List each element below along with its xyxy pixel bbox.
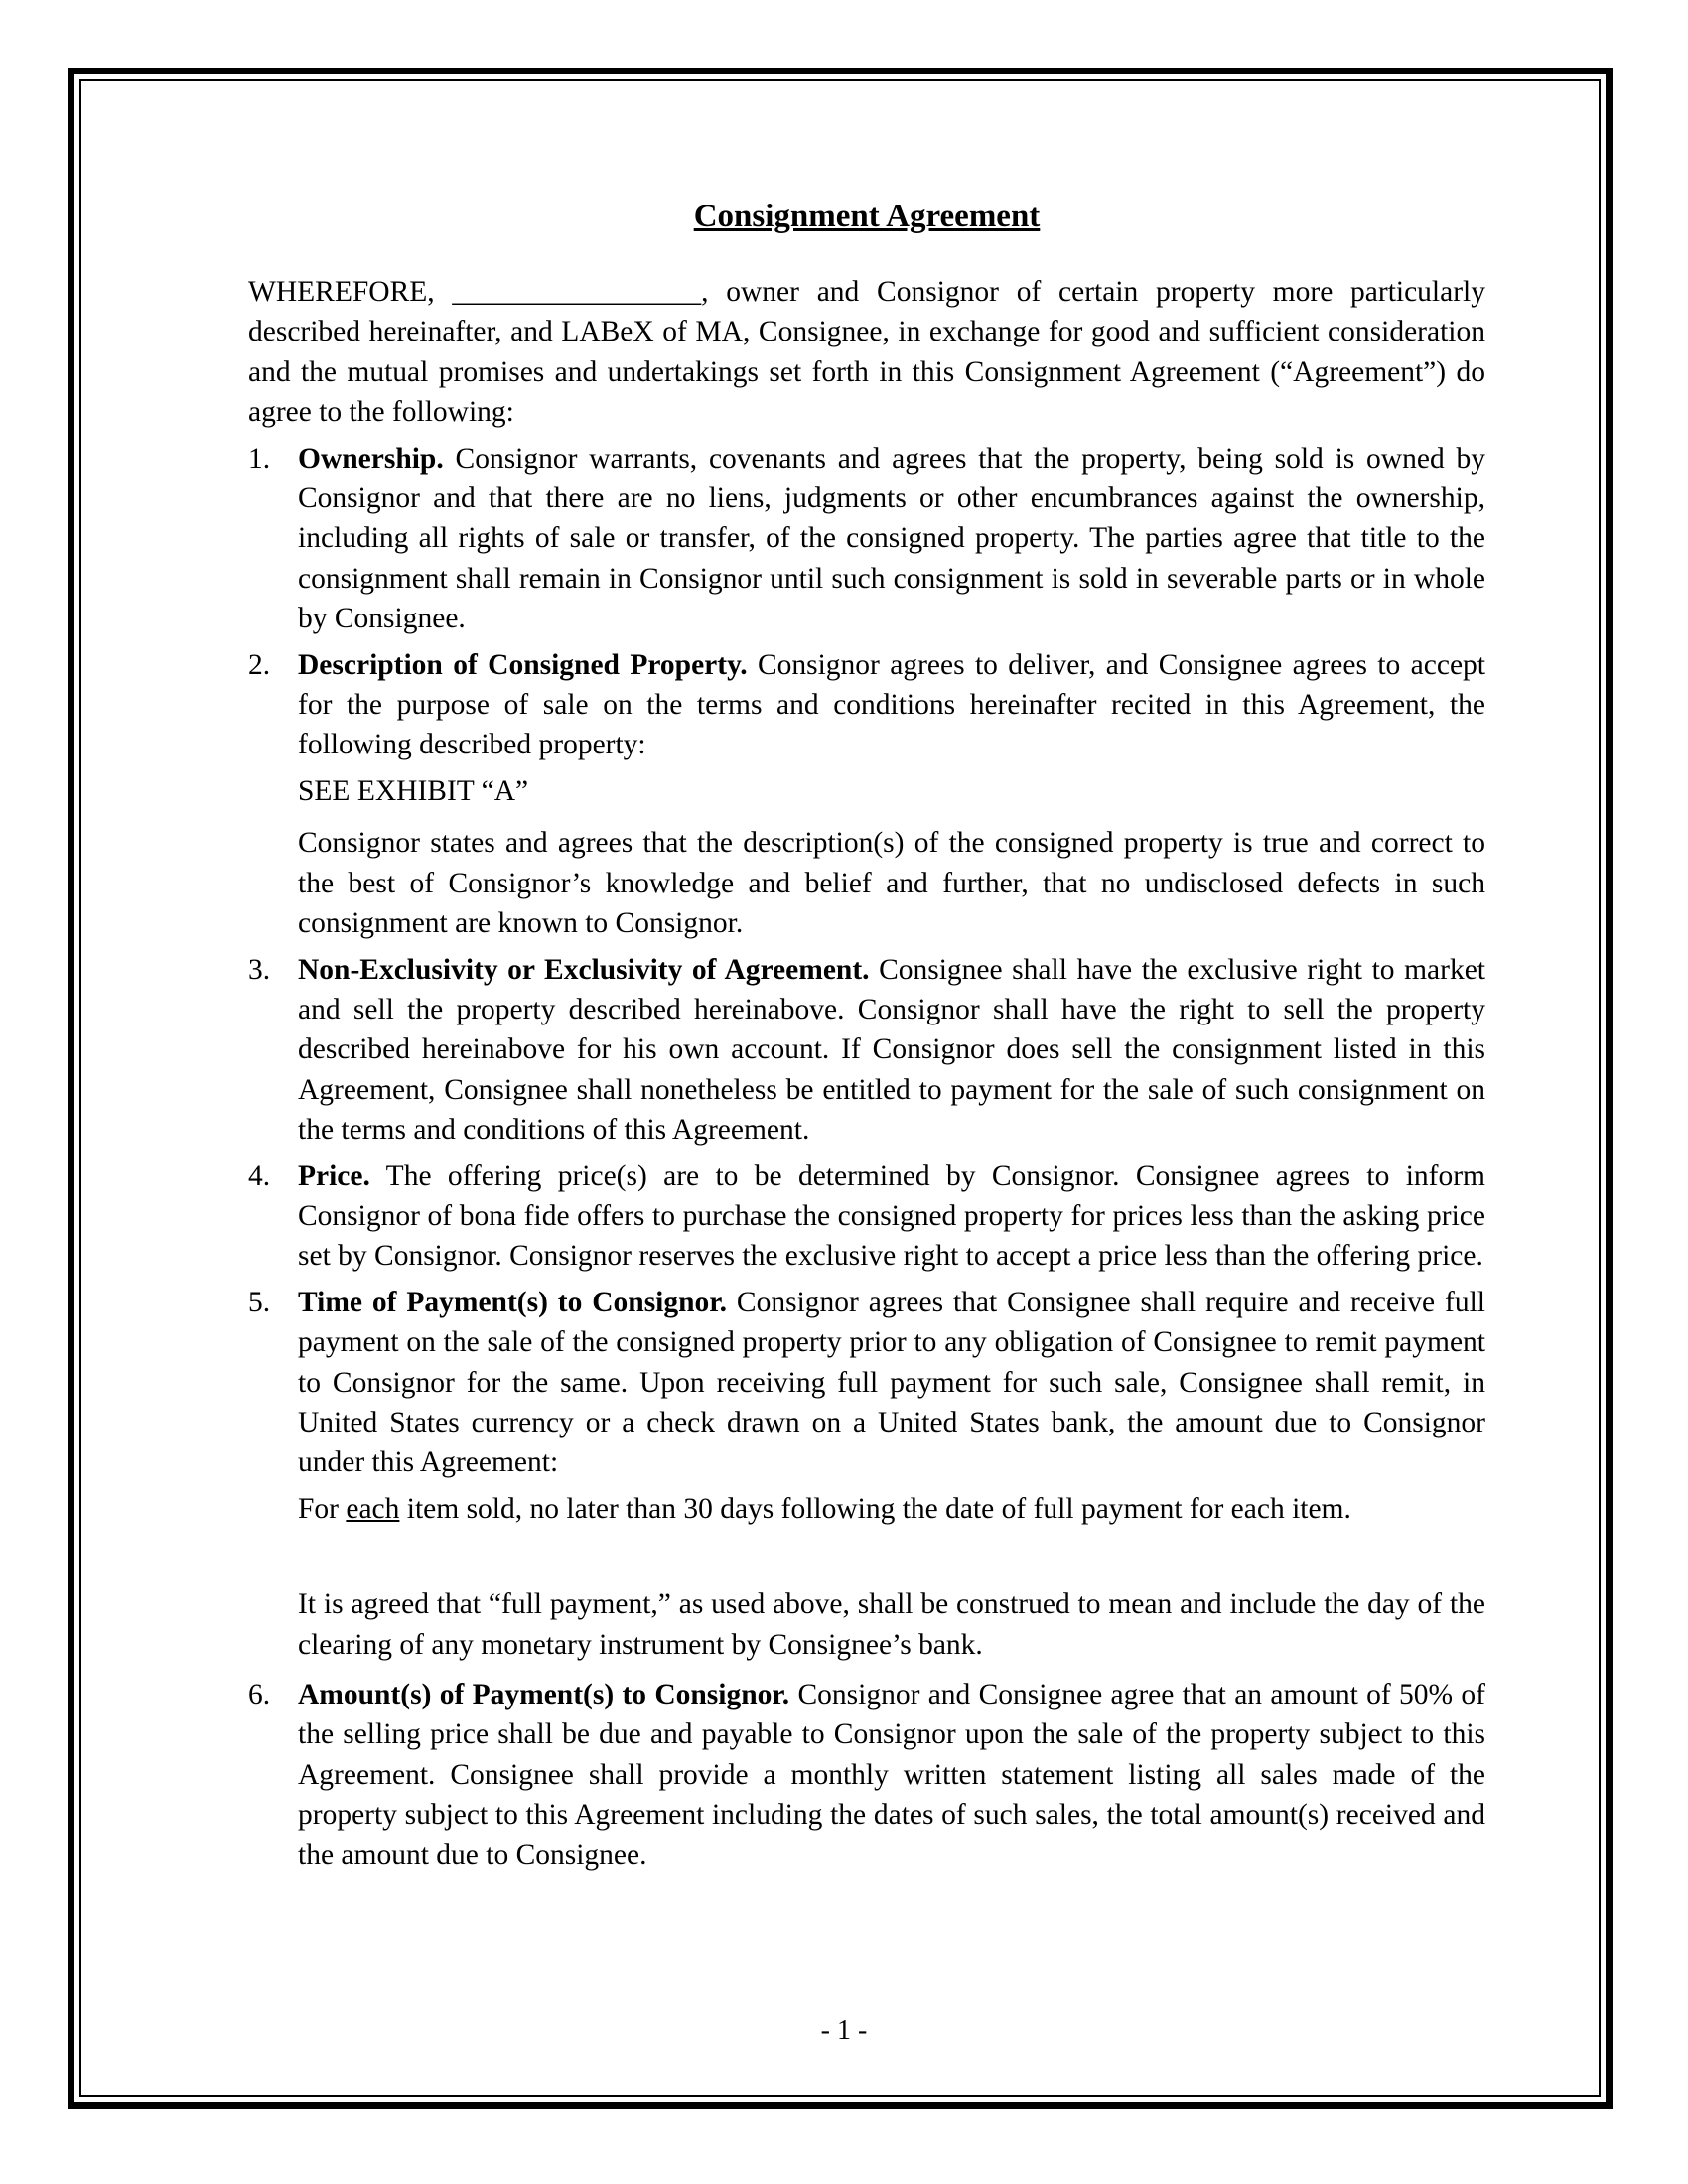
section-heading: Time of Payment(s) to Consignor. [298, 1286, 728, 1318]
section-price [248, 1157, 1485, 1277]
section-text [298, 1675, 1485, 1875]
section-body: Consignor and Consignee agree that an amount of 50% of the selling price shall be due and payable to Consignor upon the sale of the property subject to this Agreement. Consignee shall provide a monthly written statement listing all sales made of the property subject to this Agreement including the dates of such sales, the total amount(s) received and the amount due to Consignee. [298, 1679, 1486, 1871]
document-body [248, 195, 1485, 1875]
section-text [298, 1157, 1485, 1277]
section-amount-of-payment [248, 1675, 1485, 1875]
payment-term [298, 1489, 1485, 1529]
section-heading: Non-Exclusivity or Exclusivity of Agreement. [298, 953, 870, 986]
section-body: Consignor warrants, covenants and agrees that the property, being sold is owned by Consignor and that there are no liens, judgments or other encumbrances against the ownership, including all rights of sale or transfer, of the consigned property. The parties agree that title to the consignment shall remain in Consignor until such consignment is sold in severable parts or in whole by Consignee. [298, 442, 1485, 635]
section-body: The offering price(s) are to be determined by Consignor. Consignee agrees to inform Consignor of bona fide offers to purchase the consigned property for prices less than the asking price set by Consignor. Consignor reserves the exclusive right to accept a price less than the offering price. [298, 1160, 1485, 1273]
section-heading: Amount(s) of Payment(s) to Consignor. [298, 1679, 790, 1710]
section-number: 3. [248, 953, 271, 986]
exhibit-reference: SEE EXHIBIT “A” [298, 774, 529, 807]
preamble-text: , owner and Consignor of certain property more particularly described hereinafter, and LABeX of MA, Consignee, in exchange for good and sufficient consideration and the mutual promises and undertakings set forth in this Consignment Agreement (“Agreement”) do agree to the following: [248, 276, 1485, 429]
section-exclusivity [248, 950, 1485, 1151]
section-number: 6. [248, 1679, 271, 1710]
section-description-of-consigned-property [248, 645, 1485, 944]
consignor-name-blank: _________________ [452, 276, 702, 308]
section-number: 4. [248, 1160, 271, 1192]
section-heading: Description of Consigned Property. [298, 648, 748, 681]
section-body: Consignor agrees that Consignee shall require and receive full payment on the sale of the consigned property prior to any obligation of Consignee to remit payment to Consignor for the same. Upon receiving full payment for such sale, Consignee shall remit, in United States currency or a check drawn on a United States bank, the amount due to Consignor under this Agreement: [298, 1286, 1485, 1479]
preamble-lead: WHEREFORE, [248, 276, 453, 308]
payment-term-rest: item sold, no later than 30 days following the date of full payment for each item. [399, 1492, 1351, 1525]
section-number: 5. [248, 1286, 271, 1318]
page-number: - 1 - [820, 2015, 868, 2046]
section-number: 1. [248, 442, 271, 475]
section-text [298, 645, 1485, 765]
section-followup: Consignor states and agrees that the description(s) of the consigned property is true and correct to the best of Consignor’s knowledge and belief and further, that no undisclosed defects in such consignment are known to Consignor. [298, 827, 1485, 940]
section-body: Consignor agrees to deliver, and Consignee agrees to accept for the purpose of sale on the terms and conditions hereinafter recited in this Agreement, the following described property: [298, 648, 1485, 761]
section-body: Consignee shall have the exclusive right to market and sell the property described hereinabove. Consignor shall have the right to sell the property described hereinabove for his own account. If Consignor does sell the consignment listed in this Agreement, Consignee shall nonetheless be entitled to payment for the sale of such consignment on the terms and conditions of this Agreement. [298, 953, 1485, 1147]
section-text [298, 439, 1485, 639]
section-ownership [248, 439, 1485, 639]
payment-term-underlined: each [346, 1492, 400, 1525]
section-heading: Price. [298, 1160, 370, 1192]
section-followup: It is agreed that “full payment,” as used above, shall be construed to mean and include the day of the clearing of any monetary instrument by Consignee’s bank. [298, 1588, 1485, 1661]
section-text [298, 1283, 1485, 1483]
preamble-paragraph [248, 272, 1485, 433]
section-time-of-payment [248, 1283, 1485, 1665]
section-heading: Ownership. [298, 442, 444, 475]
section-text [298, 950, 1485, 1151]
document-title: Consignment Agreement [693, 199, 1041, 234]
payment-term-lead: For [298, 1492, 347, 1525]
section-number: 2. [248, 648, 271, 681]
